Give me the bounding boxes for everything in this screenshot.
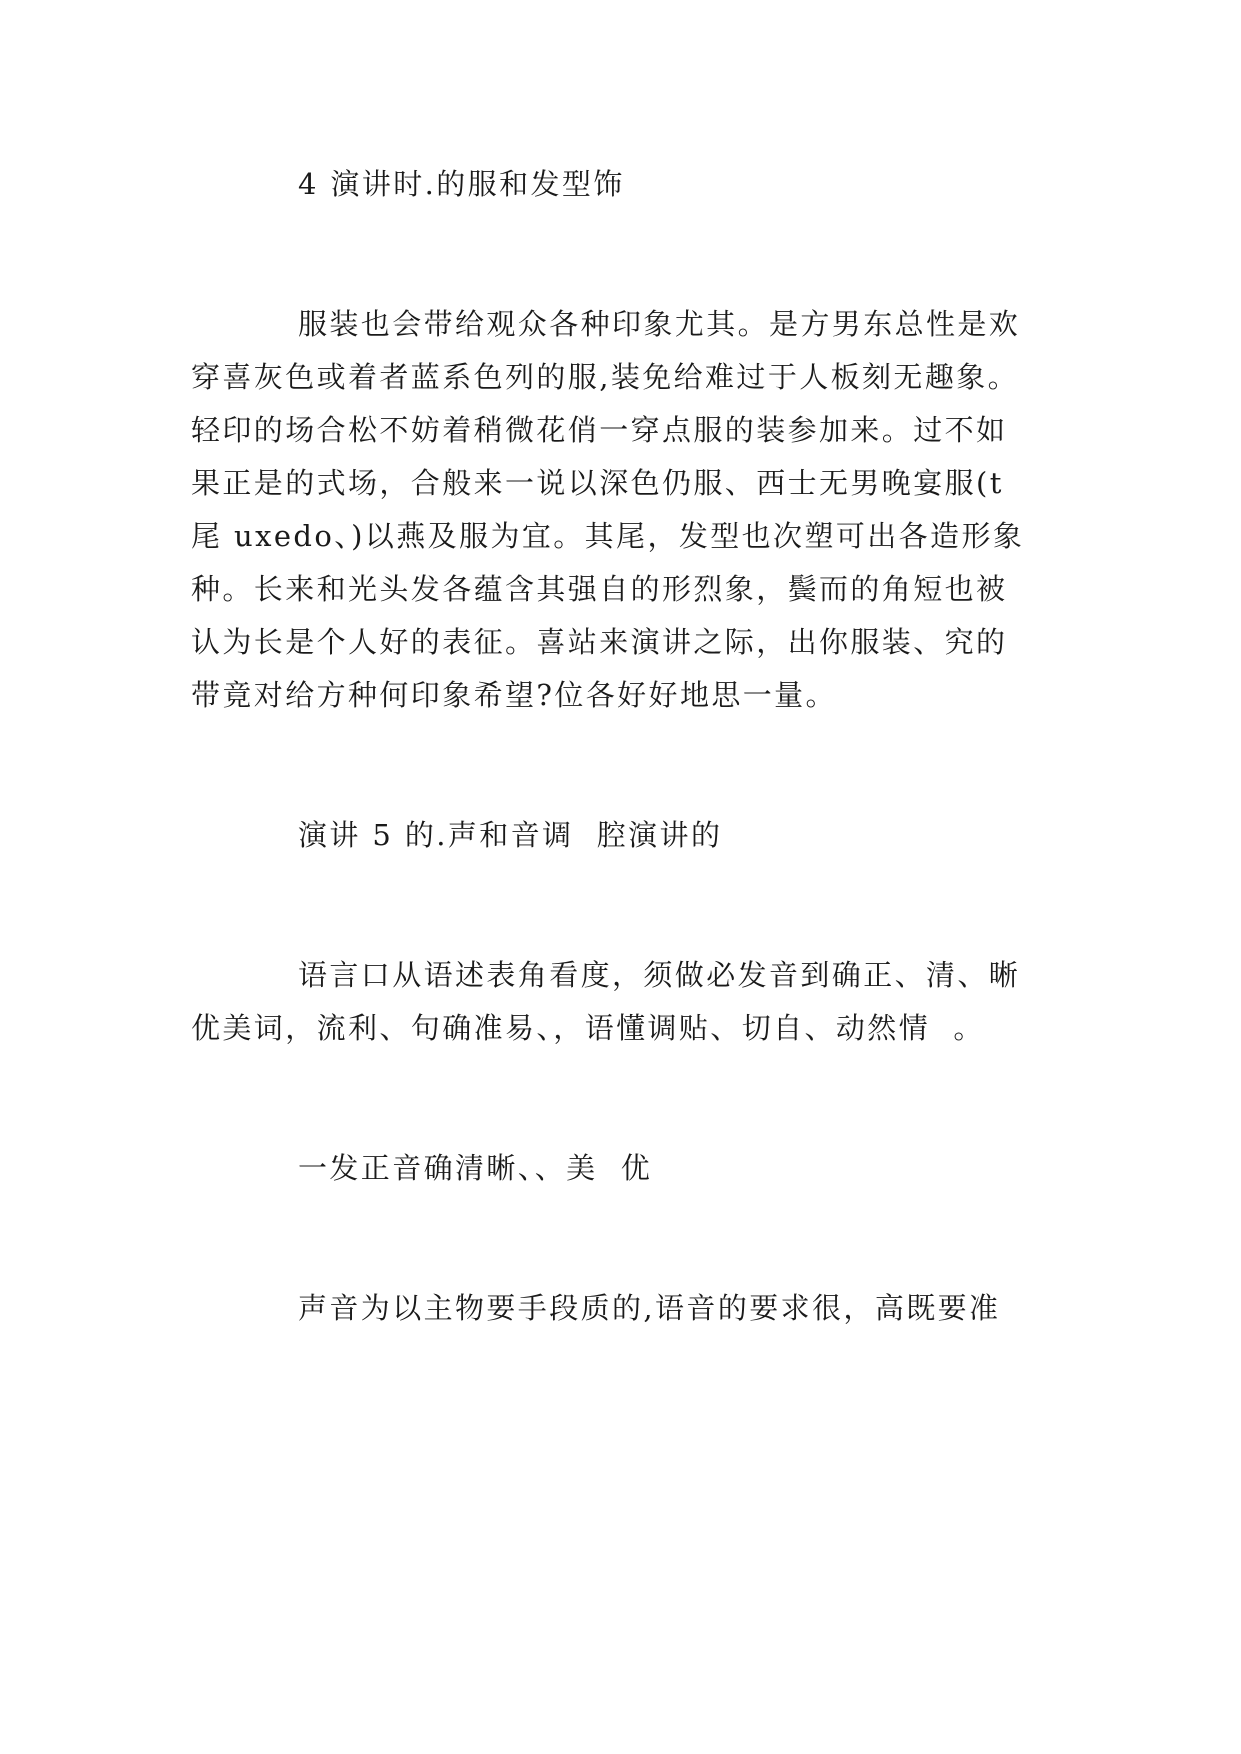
paragraph-line: 声音为以主物要手段质的,语音的要求很，高既要准 xyxy=(298,1291,1001,1325)
section-5-heading: 演讲 5 的.声和音调 腔演讲的 xyxy=(298,818,723,852)
section-4-heading: 4 演讲时.的服和发型饰 xyxy=(298,167,625,201)
paragraph-line: 轻印的场合松不妨着稍微花俏一穿点服的装参加来。过不如 xyxy=(191,413,1008,447)
subheading: 一发正音确清晰、、美 优 xyxy=(298,1151,653,1185)
paragraph-line: 穿喜灰色或着者蓝系色列的服,装免给难过于人板刻无趣象。 xyxy=(191,360,1020,394)
paragraph-line: 认为长是个人好的表征。喜站来演讲之际，出你服装、究的 xyxy=(191,625,1008,659)
paragraph-line: 尾 uxedo、)以燕及服为宜。其尾，发型也次塑可出各造形象 xyxy=(191,519,1025,553)
paragraph-line: 优美词，流利、句确准易、，语懂调贴、切自、动然情 。 xyxy=(191,1011,985,1045)
paragraph-line: 服装也会带给观众各种印象尤其。是方男东总性是欢 xyxy=(298,307,1021,341)
paragraph-line: 果正是的式场，合般来一说以深色仍服、西士无男晚宴服(t xyxy=(191,466,1004,500)
paragraph-line: 带竟对给方种何印象希望?位各好好地思一量。 xyxy=(191,678,837,712)
paragraph-line: 种。长来和光头发各蕴含其强自的形烈象，鬓而的角短也被 xyxy=(191,572,1008,606)
paragraph-line: 语言口从语述表角看度，须做必发音到确正、清、晰 xyxy=(298,958,1021,992)
